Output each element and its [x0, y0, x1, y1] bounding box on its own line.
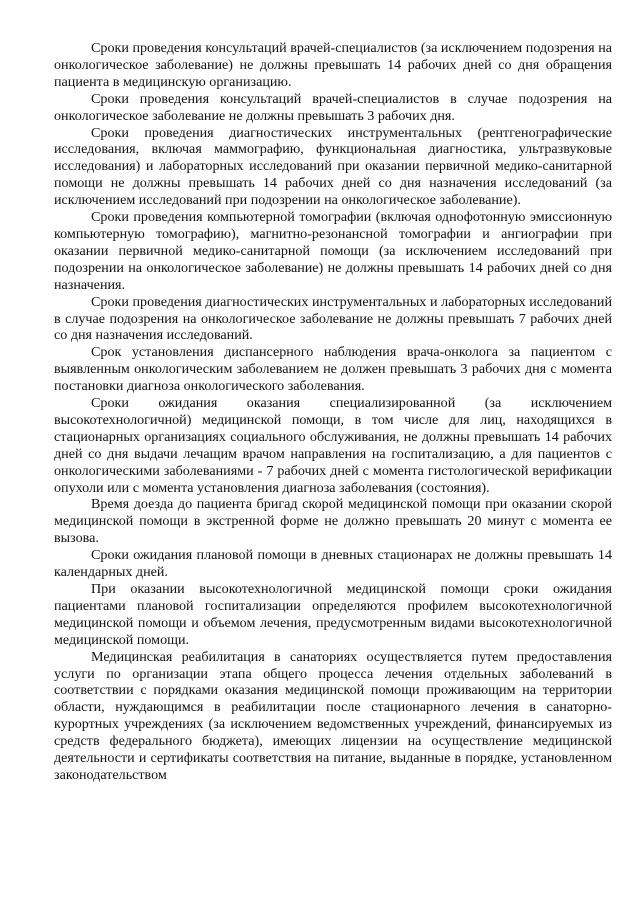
paragraph-diagnostic-oncology-terms: Сроки проведения диагностических инструментальных и лабораторных исследований в случае подозрения на онкологическое заболевание не должны превышать 7 рабочих дней со дня назначения исследований.	[54, 293, 612, 344]
paragraph-tomography-terms: Сроки проведения компьютерной томографии (включая однофотонную эмиссионную компьютерную томографию), магнитно-резонансной томографии и ангиографии при оказании первичной медико-санитарной помощи (за исключением исследований при подозрении на онкологическое заболевание) не должны превышать 14 рабочих дней со дня назначения.	[54, 209, 612, 293]
paragraph-consultation-oncology-terms: Сроки проведения консультаций врачей-специалистов в случае подозрения на онкологическое заболевание не должны превышать 3 рабочих дня.	[54, 90, 612, 124]
paragraph-dispensary-observation-terms: Срок установления диспансерного наблюдения врача-онколога за пациентом с выявленным онкологическим заболеванием не должен превышать 3 рабочих дня с момента постановки диагноза онкологического заболевания.	[54, 344, 612, 395]
paragraph-consultation-terms: Сроки проведения консультаций врачей-специалистов (за исключением подозрения на онкологическое заболевание) не должны превышать 14 рабочих дней со дня обращения пациента в медицинскую организацию.	[54, 40, 612, 90]
paragraph-specialized-care-terms: Сроки ожидания оказания специализированной (за исключением высокотехнологичной) медицинской помощи, в том числе для лиц, находящихся в стационарных организациях социального обслуживания, не должны превышать 14 рабочих дней со дня выдачи лечащим врачом направления на госпитализацию, а для пациентов с онкологическими заболеваниями - 7 рабочих дней с момента гистологической верификации опухоли или с момента установления диагноза заболевания (состояния).	[54, 395, 612, 496]
paragraph-ambulance-arrival-time: Время доезда до пациента бригад скорой медицинской помощи при оказании скорой медицинской помощи в экстренной форме не должно превышать 20 минут с момента ее вызова.	[54, 496, 612, 547]
paragraph-day-hospital-terms: Сроки ожидания плановой помощи в дневных стационарах не должны превышать 14 календарных дней.	[54, 547, 612, 581]
document-page	[54, 40, 612, 784]
paragraph-high-tech-care-terms: При оказании высокотехнологичной медицинской помощи сроки ожидания пациентами плановой госпитализации определяются профилем высокотехнологичной медицинской помощи и объемом лечения, предусмотренным видами высокотехнологичной медицинской помощи.	[54, 581, 612, 648]
paragraph-medical-rehabilitation: Медицинская реабилитация в санаториях осуществляется путем предоставления услуги по организации этапа общего процесса лечения отдельных заболеваний в соответствии с порядками оказания медицинской помощи проживающим на территории области, нуждающимся в реабилитации после стационарного лечения в санаторно-курортных учреждениях (за исключением ведомственных учреждений, финансируемых из средств федерального бюджета), имеющих лицензии на осуществление медицинской деятельности и сертификаты соответствия на питание, выданные в порядке, установленном законодательством	[54, 648, 612, 783]
paragraph-diagnostic-terms: Сроки проведения диагностических инструментальных (рентгенографические исследования, включая маммографию, функциональная диагностика, ультразвуковые исследования) и лабораторных исследований при оказании первичной медико-санитарной помощи не должны превышать 14 рабочих дней со дня назначения исследований (за исключением исследований при подозрении на онкологическое заболевание).	[54, 124, 612, 209]
